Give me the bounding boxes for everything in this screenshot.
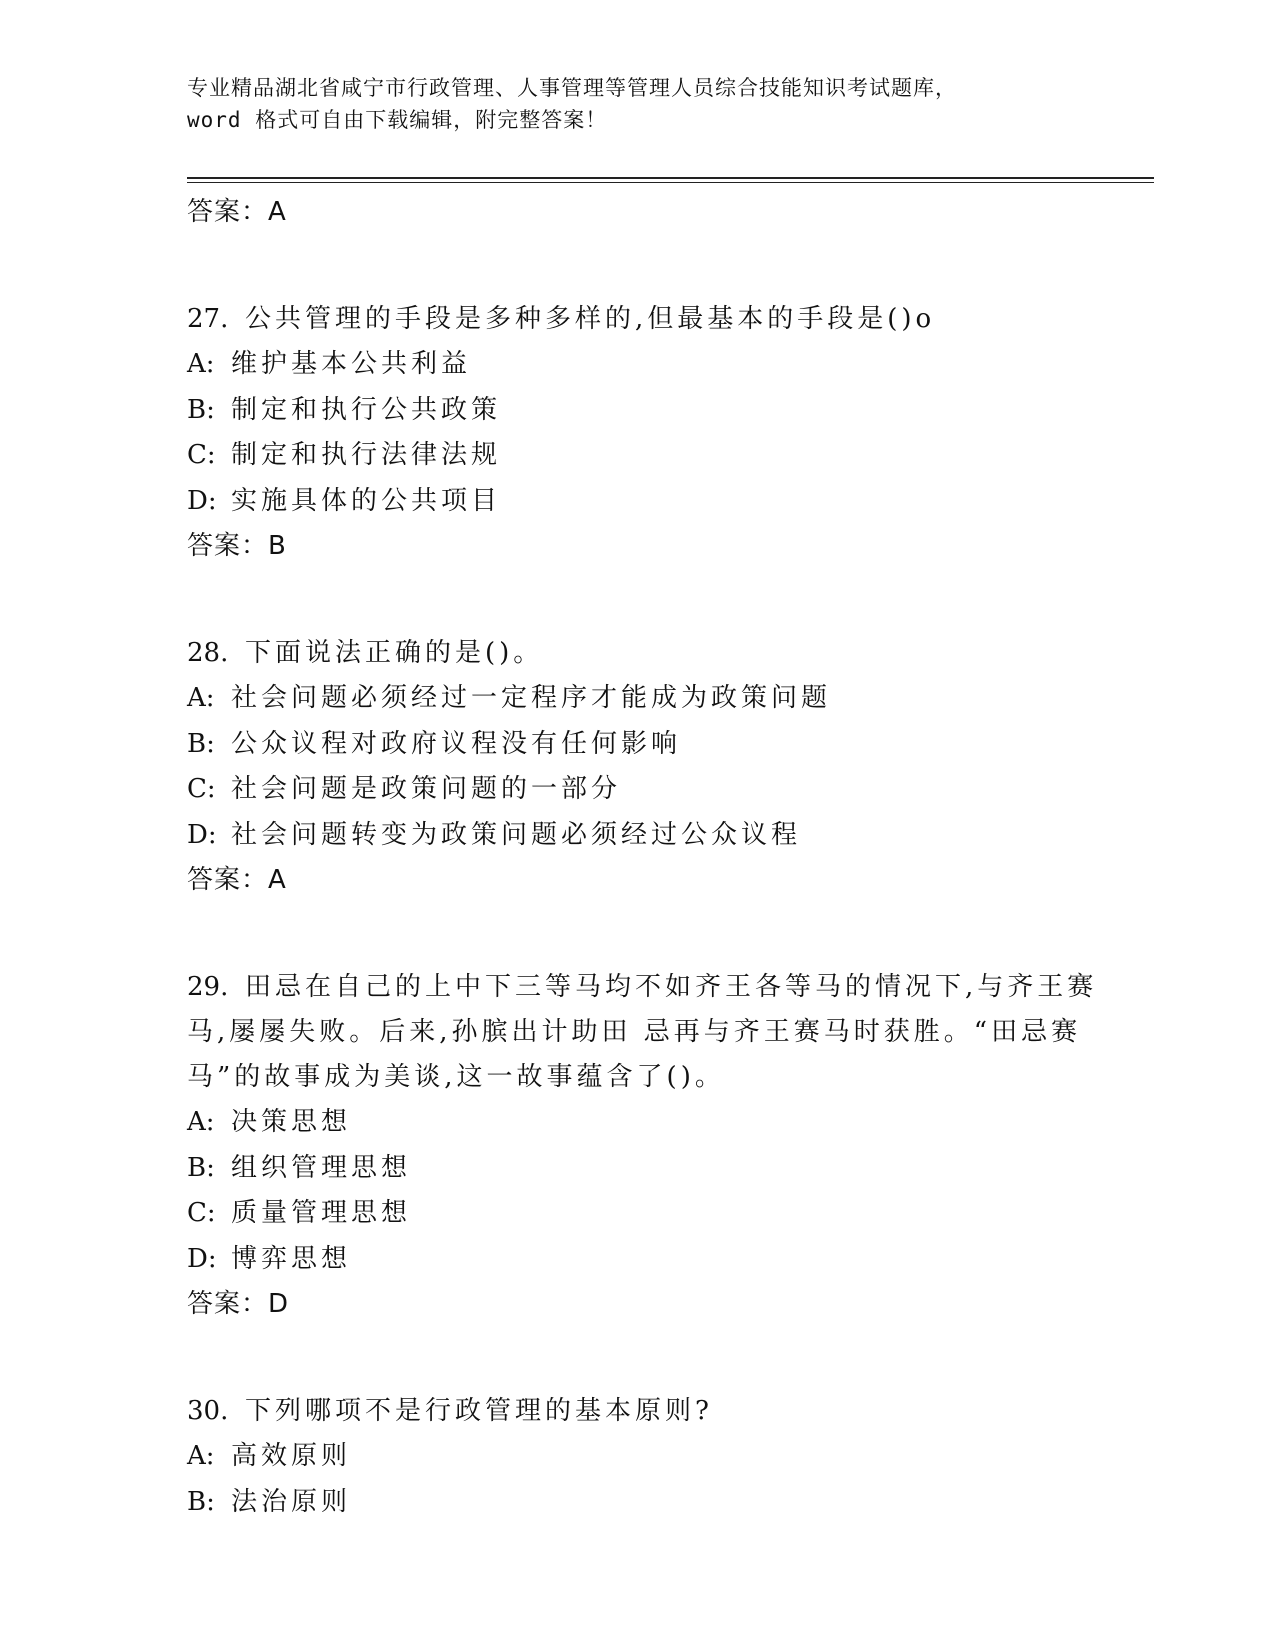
- question-number: 30.: [187, 1396, 229, 1426]
- header-divider-thick: [187, 177, 1154, 179]
- option-item: [187, 388, 1117, 434]
- document-header: [187, 72, 1087, 136]
- option-item: [187, 1237, 1117, 1283]
- question-text: 下面说法正确的是()。: [245, 638, 544, 668]
- option-label: A:: [187, 1107, 215, 1137]
- option-label: C:: [187, 1198, 216, 1228]
- option-label: D:: [187, 819, 217, 850]
- option-text: 实施具体的公共项目: [231, 485, 502, 516]
- option-item: [187, 342, 1117, 388]
- header-line-2: word 格式可自由下载编辑，附完整答案！: [187, 108, 608, 132]
- option-label: B:: [187, 394, 215, 425]
- question-number: 29.: [187, 972, 229, 1002]
- option-text: 社会问题必须经过一定程序才能成为政策问题: [231, 683, 832, 713]
- option-label: B:: [187, 728, 215, 759]
- option-label: B:: [187, 1486, 215, 1517]
- header-line-1: 专业精品湖北省咸宁市行政管理、人事管理等管理人员综合技能知识考试题库，: [187, 76, 957, 100]
- option-item: [187, 767, 1117, 813]
- question-text-line: [187, 631, 1117, 676]
- question-text-line: [187, 965, 1117, 1010]
- answer-line: 答案：D: [187, 1289, 290, 1319]
- question-block: [187, 965, 1117, 1327]
- option-item: [187, 813, 1117, 859]
- question-number: 28.: [187, 638, 229, 668]
- option-label: C:: [187, 774, 216, 804]
- header-divider-thin: [187, 182, 1154, 183]
- answer-line: 答案：A: [187, 197, 287, 227]
- option-text: 社会问题转变为政策问题必须经过公众议程: [231, 819, 802, 850]
- option-text: 决策思想: [231, 1107, 352, 1137]
- option-item: [187, 676, 1117, 722]
- option-text: 质量管理思想: [231, 1198, 412, 1228]
- option-text: 社会问题是政策问题的一部分: [231, 774, 622, 804]
- option-item: [187, 722, 1117, 768]
- option-label: A:: [187, 349, 215, 379]
- option-text: 法治原则: [231, 1486, 352, 1517]
- option-text: 制定和执行法律法规: [231, 440, 502, 470]
- option-text: 博弈思想: [231, 1243, 352, 1274]
- option-label: D:: [187, 1243, 217, 1274]
- question-text: 公共管理的手段是多种多样的,但最基本的手段是()o: [245, 304, 936, 334]
- question-list: [187, 190, 1117, 1525]
- question-text-line: [187, 297, 1117, 342]
- option-item: [187, 1191, 1117, 1237]
- question-text-line: [187, 1055, 1117, 1100]
- option-label: C:: [187, 440, 216, 470]
- question-text-line: [187, 1010, 1117, 1055]
- question-block: [187, 1389, 1117, 1525]
- option-item: [187, 1434, 1117, 1480]
- question-block: [187, 297, 1117, 569]
- option-text: 公众议程对政府议程没有任何影响: [231, 728, 682, 759]
- option-text: 维护基本公共利益: [231, 349, 472, 379]
- option-label: A:: [187, 1441, 215, 1471]
- answer-line: 答案：A: [187, 865, 287, 895]
- option-label: D:: [187, 485, 217, 516]
- question-text: 下列哪项不是行政管理的基本原则?: [245, 1396, 713, 1426]
- question-text: 马,屡屡失败。后来,孙膑出计助田 忌再与齐王赛马时获胜。“田忌赛: [187, 1017, 1082, 1047]
- option-text: 组织管理思想: [231, 1152, 412, 1183]
- question-number: 27.: [187, 304, 229, 334]
- option-item: [187, 1100, 1117, 1146]
- option-item: [187, 1146, 1117, 1192]
- question-text-line: [187, 1389, 1117, 1434]
- option-label: A:: [187, 683, 215, 713]
- option-item: [187, 479, 1117, 525]
- question-text: 马”的故事成为美谈,这一故事蕴含了()。: [187, 1062, 725, 1092]
- question-text: 田忌在自己的上中下三等马均不如齐王各等马的情况下,与齐王赛: [245, 972, 1098, 1002]
- answer-line: 答案：B: [187, 531, 287, 561]
- option-label: B:: [187, 1152, 215, 1183]
- option-item: [187, 433, 1117, 479]
- question-block: [187, 631, 1117, 903]
- option-item: [187, 1480, 1117, 1526]
- option-text: 制定和执行公共政策: [231, 394, 502, 425]
- option-text: 高效原则: [231, 1441, 352, 1471]
